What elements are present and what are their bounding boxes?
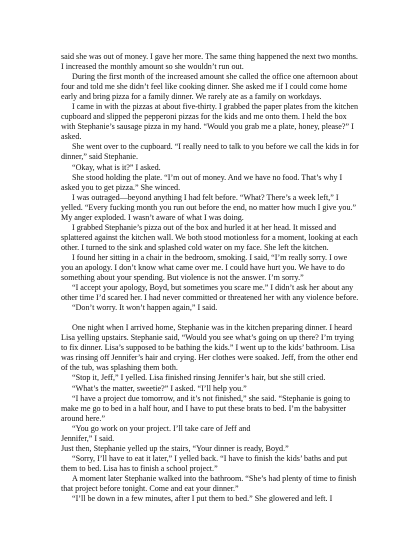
paragraph: “Sorry, I’ll have to eat it later,” I yelled back. “I have to finish the kids’ baths and put them to bed. Lisa has to finish a school project.”	[61, 453, 348, 473]
paragraph: “I accept your apology, Boyd, but sometimes you scare me.” I didn’t ask her about any other time I’d scared her. I had never committed or threatened her with any violence before.	[61, 283, 359, 303]
paragraph: I found her sitting in a chair in the bedroom, smoking. I said, “I’m really sorry. I owe you an apology. I don’t know what came over me. I could have hurt you. We have to do something about your spending. But violence is not the answer. I’m sorry.”	[61, 252, 348, 283]
paragraph: said she was out of money. I gave her more. The same thing happened the next two months. I increased the monthly amount so she wouldn’t run out.	[61, 52, 358, 72]
section-break	[61, 313, 361, 323]
paragraph: “Stop it, Jeff,” I yelled. Lisa finished rinsing Jennifer’s hair, but she still cried.	[72, 373, 326, 383]
paragraph: I was outraged—beyond anything I had felt before. “What? There’s a week left,” I yelled. “Every fucking month you run out before the end, no matter how much I give you.” My anger exploded. I wasn’t aware of what I was doing.	[61, 192, 357, 222]
paragraph: “I have a project due tomorrow, and it’s not finished,” she said. “Stephanie is going to make me go to bed in a half hour, and I have to put these brats to bed. I’m the babysitter around here.”	[61, 393, 351, 423]
paragraph: During the first month of the increased amount she called the office one afternoon about four and told me she didn’t feel like cooking dinner. She asked me if I could come home early and bring pizza for a family dinner. We rarely ate as a family on workdays.	[61, 72, 358, 102]
paragraph: She stood holding the plate. “I’m out of money. And we have no food. That’s why I asked you to get pizza.” She winced.	[61, 172, 343, 192]
document-text	[61, 52, 361, 504]
paragraph: I grabbed Stephanie’s pizza out of the box and hurled it at her head. It missed and splattered against the kitchen wall. We both stood motionless for a moment, looking at each other. I turned to the sink and splashed cold water on my face. She left the kitchen.	[61, 222, 358, 252]
paragraph: Jennifer,” I said.	[61, 433, 115, 443]
paragraph: “Don’t worry. It won’t happen again,” I said.	[72, 303, 218, 313]
paragraph: A moment later Stephanie walked into the bathroom. “She’s had plenty of time to finish that project before tonight. Come and eat your dinner.”	[61, 473, 357, 493]
paragraph: I came in with the pizzas at about five-thirty. I grabbed the paper plates from the kitchen cupboard and slipped the pepperoni pizzas for the kids and me onto them. I held the box with Stephanie’s sausage pizza in my hand. “Would you grab me a plate, honey, please?” I asked.	[61, 102, 359, 142]
paragraph: One night when I arrived home, Stephanie was in the kitchen preparing dinner. I heard Lisa yelling upstairs. Stephanie said, “Would you see what’s going on up there? I’m trying to fix dinner. Lisa’s supposed to be bathing the kids.” I went up to the kids’ bathroom. Lisa was rinsing off Jennifer’s hair and crying. Her clothes were soaked. Jeff, from the other end of the tub, was splashing them both.	[61, 323, 358, 373]
paragraph: “You go work on your project. I’ll take care of Jeff and	[72, 423, 251, 433]
paragraph: She went over to the cupboard. “I really need to talk to you before we call the kids in for dinner,” said Stephanie.	[61, 142, 359, 162]
paragraph: “I’ll be down in a few minutes, after I put them to bed.” She glowered and left. I	[72, 494, 333, 504]
paragraph: “Okay, what is it?” I asked.	[72, 162, 161, 172]
paragraph: “What’s the matter, sweetie?” I asked. “I’ll help you.”	[72, 383, 247, 393]
paragraph: Just then, Stephanie yelled up the stairs, “Your dinner is ready, Boyd.”	[61, 443, 289, 453]
